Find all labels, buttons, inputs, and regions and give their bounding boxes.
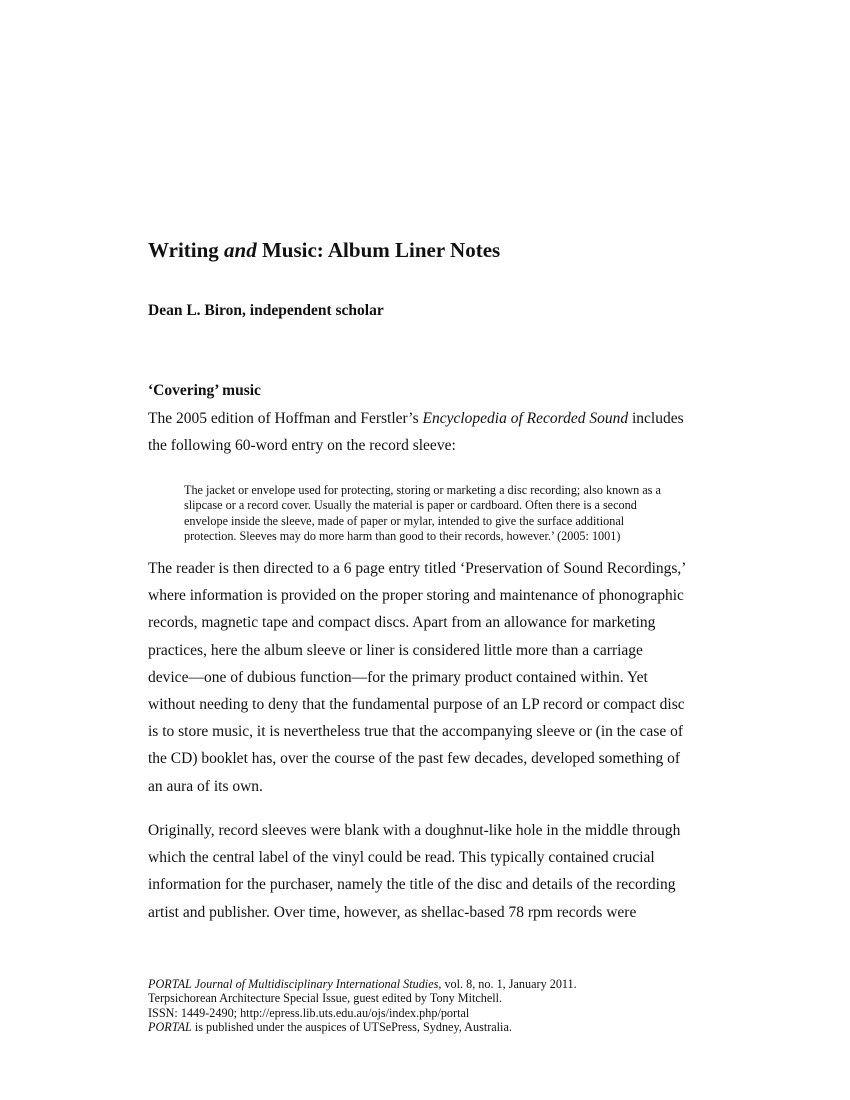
- paragraph-line: practices, here the album sleeve or liner is considered little more than a carriage: [148, 641, 643, 659]
- footer-line: Terpsichorean Architecture Special Issue, guest edited by Tony Mitchell.: [148, 991, 503, 1006]
- paragraph-line: records, magnetic tape and compact discs. Apart from an allowance for marketing: [148, 614, 656, 632]
- paragraph-line: the CD) booklet has, over the course of the past few decades, developed something of: [148, 750, 681, 768]
- quote-line: The jacket or envelope used for protecting, storing or marketing a disc recording; also known as a: [184, 483, 661, 497]
- paragraph-line: information for the purchaser, namely the title of the disc and details of the recording: [148, 876, 676, 894]
- author-line: Dean L. Biron, independent scholar: [148, 302, 384, 319]
- section-heading: ‘Covering’ music: [148, 382, 261, 399]
- body-paragraph-1: [148, 555, 708, 800]
- paragraph-line: which the central label of the vinyl could be read. This typically contained crucial: [148, 849, 655, 867]
- journal-footer: [148, 977, 577, 1034]
- journal-short-name: PORTAL: [148, 1019, 192, 1034]
- intro-line: the following 60-word entry on the record sleeve:: [148, 437, 456, 455]
- quote-line: protection. Sleeves may do more harm than good to their records, however.’ (2005: 1001): [184, 528, 621, 543]
- paragraph-line: artist and publisher. Over time, however, as shellac-based 78 rpm records were: [148, 903, 637, 921]
- title-emphasis: and: [224, 238, 257, 262]
- footer-line-text: , vol. 8, no. 1, January 2011.: [438, 977, 577, 991]
- title-prefix: Writing: [148, 238, 225, 262]
- article-title: [148, 238, 500, 263]
- paragraph-line: device—one of dubious function—for the primary product contained within. Yet: [148, 668, 648, 686]
- intro-line-text: The 2005 edition of Hoffman and Ferstler’s: [148, 410, 423, 427]
- footer-line-text: is published under the auspices of UTSePress, Sydney, Australia.: [191, 1019, 512, 1034]
- quote-line: envelope inside the sleeve, made of paper or mylar, intended to give the surface additional: [184, 513, 625, 528]
- journal-name: PORTAL Journal of Multidisciplinary International Studies: [148, 977, 439, 991]
- paragraph-line: an aura of its own.: [148, 777, 263, 795]
- paragraph-line: The reader is then directed to a 6 page entry titled ‘Preservation of Sound Recordings,’: [148, 560, 687, 577]
- paragraph-line: without needing to deny that the fundamental purpose of an LP record or compact disc: [148, 696, 685, 714]
- encyclopedia-title: Encyclopedia of Recorded Sound: [422, 410, 629, 427]
- footer-line: ISSN: 1449-2490; http://epress.lib.uts.edu.au/ojs/index.php/portal: [148, 1005, 470, 1020]
- quote-line: slipcase or a record cover. Usually the material is paper or cardboard. Often there is a second: [184, 498, 637, 513]
- footer-line: [148, 977, 577, 991]
- body-paragraph-2: [148, 817, 708, 926]
- title-suffix: Music: Album Liner Notes: [256, 238, 501, 262]
- paragraph-line: is to store music, it is nevertheless true that the accompanying sleeve or (in the case of: [148, 723, 684, 741]
- paragraph-line: where information is provided on the proper storing and maintenance of phonographic: [148, 587, 684, 605]
- intro-paragraph: [148, 405, 708, 459]
- intro-line: [148, 405, 708, 432]
- block-quote: [184, 483, 704, 544]
- footer-line: [148, 1020, 577, 1034]
- paragraph-line: Originally, record sleeves were blank with a doughnut-like hole in the middle through: [148, 822, 681, 839]
- intro-line-text: includes: [628, 410, 684, 427]
